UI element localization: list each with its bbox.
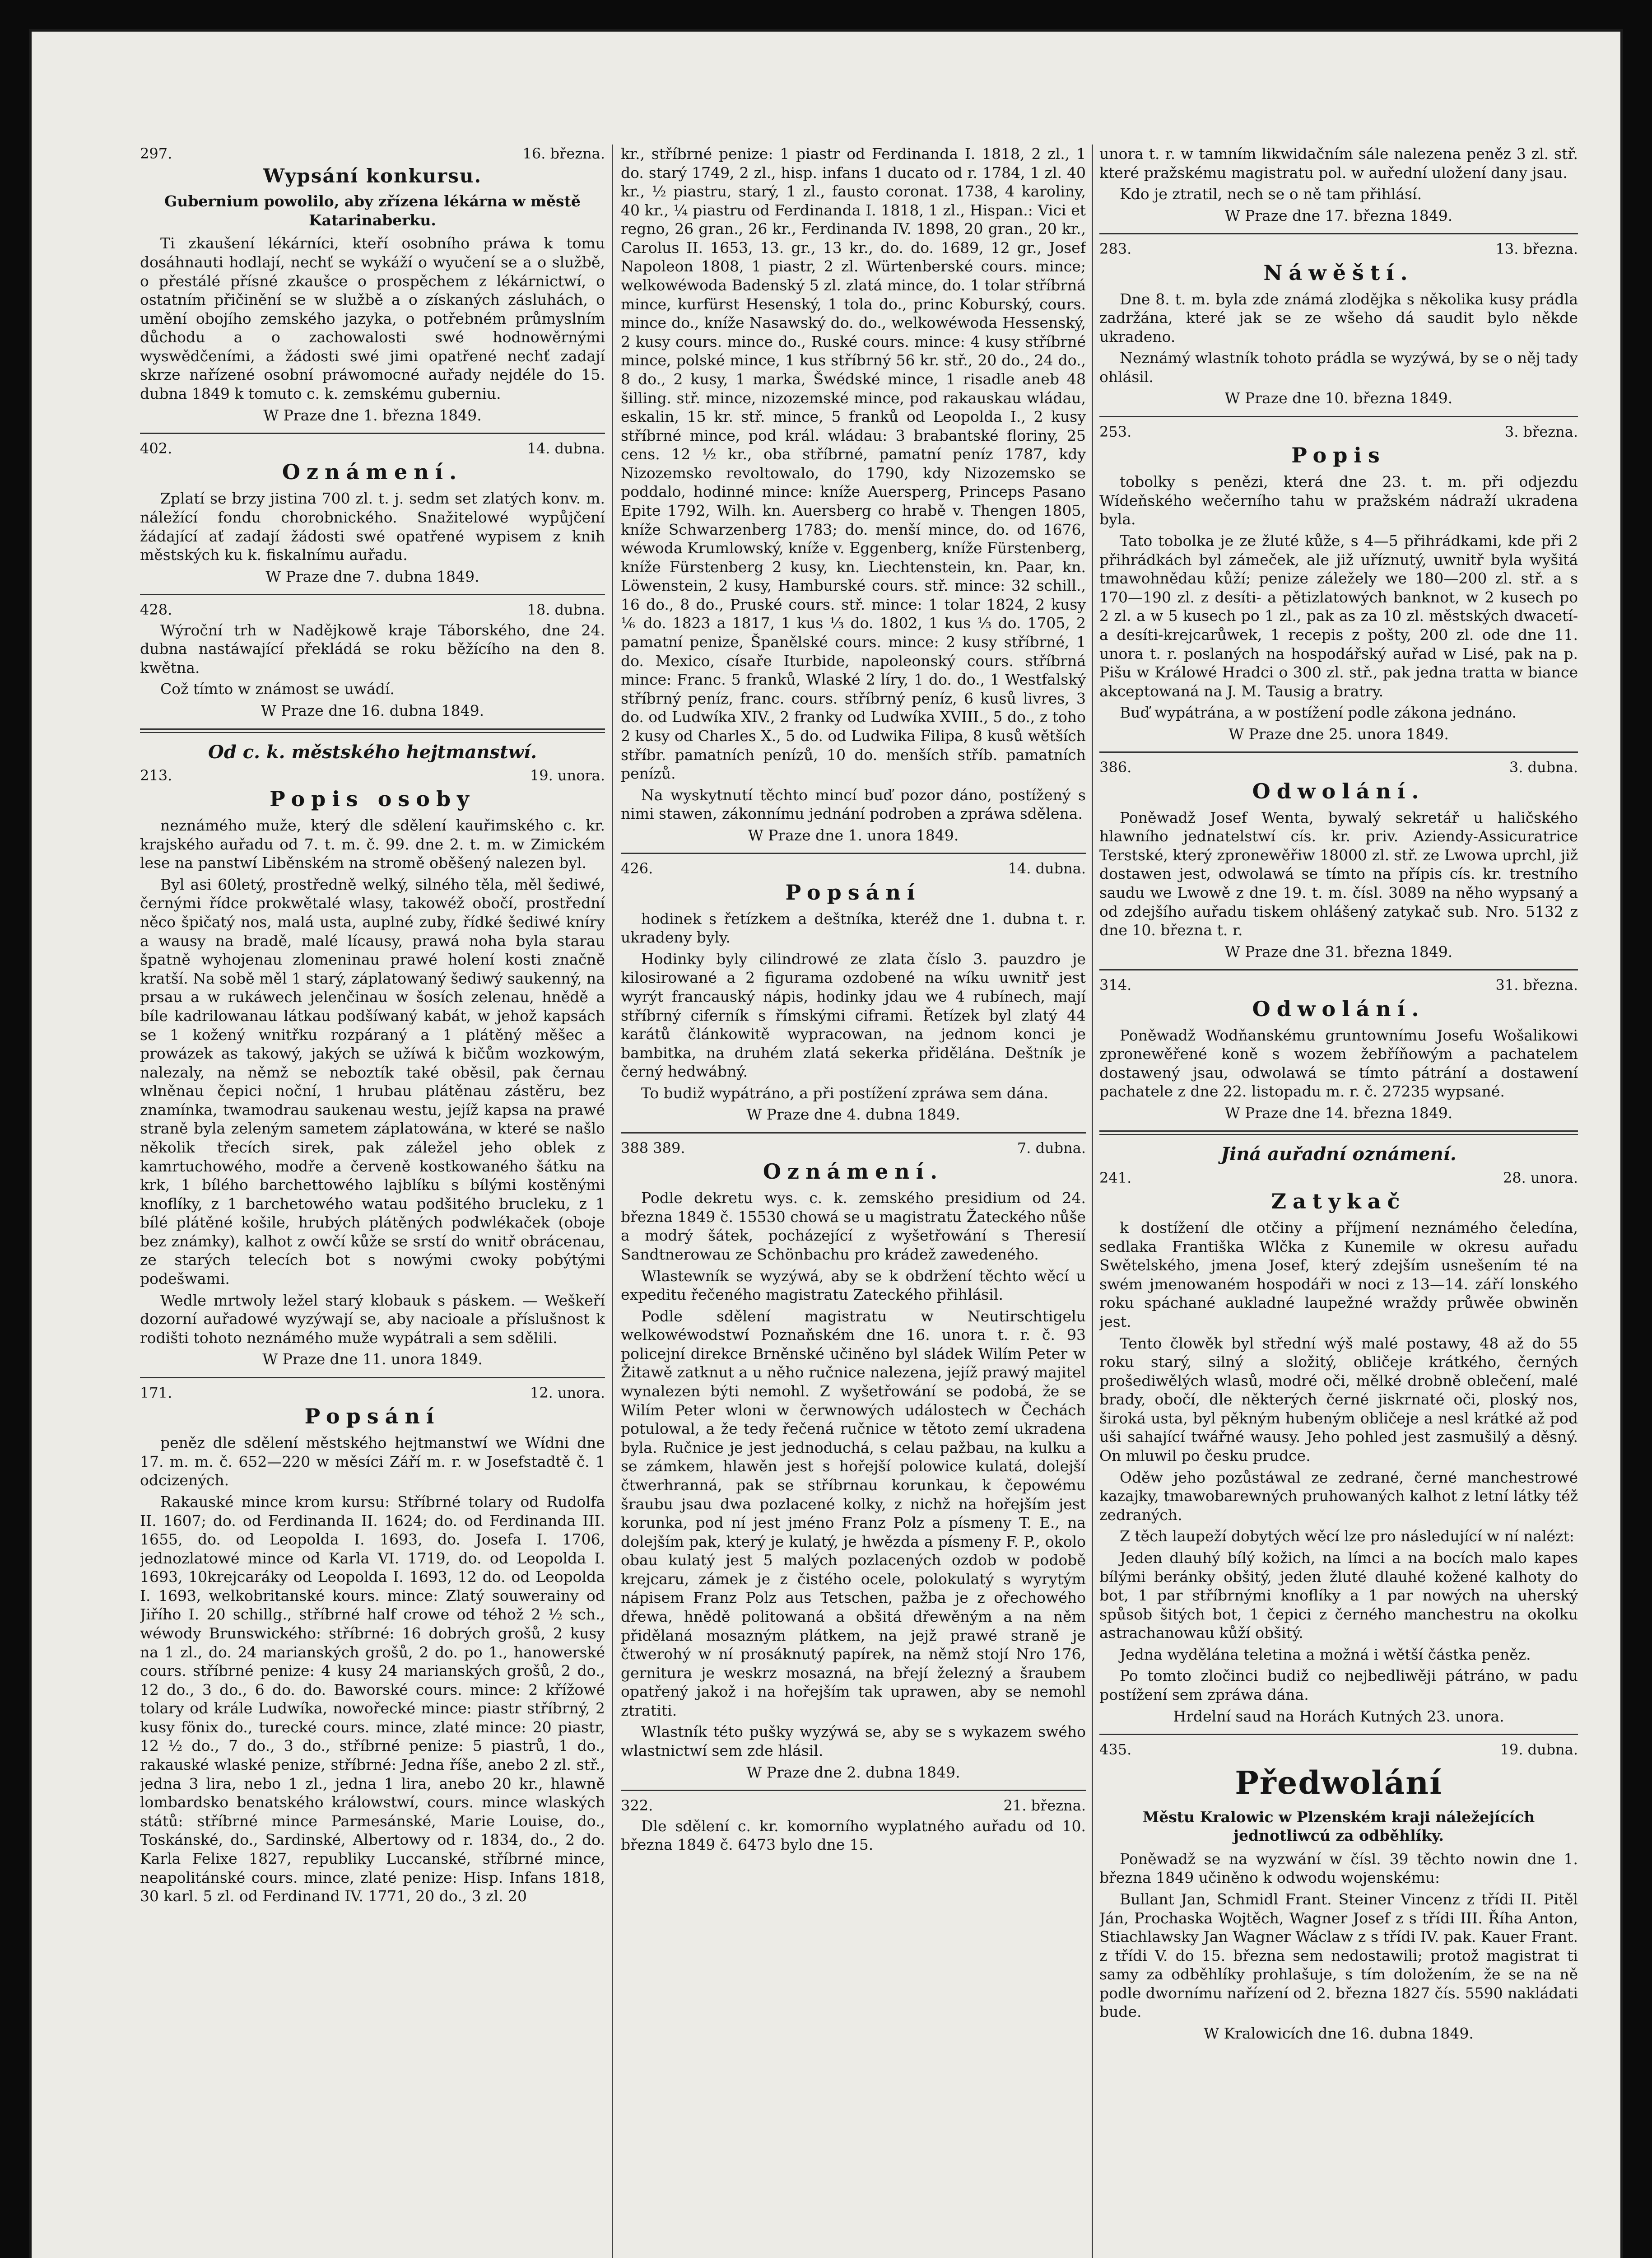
notice-title: Náwěští. <box>1263 260 1414 285</box>
column-middle <box>621 145 1086 2258</box>
notice-title: Popis <box>1291 443 1386 468</box>
notice <box>1099 1169 1578 1726</box>
notice-date: 14. dubna. <box>1008 860 1086 877</box>
notice-paragraph: Poněwadž Josef Wenta, bywalý sekretář u haličského hlawního jednatelstwí cís. kr. priv. Aziendy-Assicuratrice Terstské, který zpronewěřiw 18000 zl. stř. ze Lwowa uprchl, již dostawen jest, odwolawá se tímto na přípis cís. kr. trestního saudu we Lwowě z dne 19. t. m. čísl. 3089 na něho wypsaný a od zdejšího auřadu tiskem ohlášený zatykač sub. Nro. 5132 z dne 10. března t. r. <box>1099 808 1578 939</box>
notice-date: 16. března. <box>522 145 605 162</box>
notice-number: 426. <box>621 860 653 877</box>
notice-paragraph: unora t. r. w tamním likwidačním sále nalezena peněz 3 zl. stř. které pražskému magistratu pol. w auřední uložení dany jsau. <box>1099 145 1578 182</box>
notice-header <box>140 145 605 163</box>
section-heading: Jiná auřadní oznámení. <box>1221 1143 1457 1165</box>
notice <box>621 1139 1086 1782</box>
notice-signature: W Kralowicích dne 16. dubna 1849. <box>1204 2025 1474 2042</box>
notice-separator <box>1099 1734 1578 1735</box>
notice-separator <box>140 728 605 733</box>
notice-separator <box>1099 233 1578 234</box>
notice-paragraph: k dostížení dle otčiny a příjmení neznámého čeledína, sedlaka Františka Wlčka z Kunemile w okresu auřadu Swětelského, jmena Josef, který zdejším usnešením té na swém jmenowaném hospodáři w noci z 13—14. září lonského roku spáchané aukladné laupežné wraždy průwěe obwiněn jest. <box>1099 1219 1578 1330</box>
section-heading: Od c. k. městského hejtmanstwí. <box>208 741 537 763</box>
notice-header <box>1099 976 1578 994</box>
notice-header <box>621 1796 1086 1815</box>
notice-title: Odwolání. <box>1252 996 1425 1021</box>
notice-signature: W Praze dne 17. března 1849. <box>1224 206 1453 224</box>
notice-paragraph: Wedle mrtwoly ležel starý klobauk s páskem. — Weškeří dozorní auřadowé wyzýwají se, aby nacioale a příslušnost k rodišti tohoto neznámého muže wypátrali a sem sdělili. <box>140 1291 605 1347</box>
notice-date: 7. dubna. <box>1017 1139 1086 1157</box>
notice-title: Odwolání. <box>1252 779 1425 803</box>
notice-number: 297. <box>140 145 172 162</box>
notice-subtitle: Gubernium powolilo, aby zřízena lékárna w městě Katarinaberku. <box>164 192 581 229</box>
notice-number: 322. <box>621 1797 653 1815</box>
notice-signature: W Praze dne 10. března 1849. <box>1224 389 1453 407</box>
notice-separator <box>140 433 605 434</box>
notice-separator <box>1099 1130 1578 1135</box>
notice-separator <box>1099 751 1578 753</box>
notice-paragraph: To budiž wypátráno, a při postížení zpráwa sem dána. <box>641 1084 1049 1102</box>
notice-paragraph: Jedna wydělána teletina a možná i wětší částka peněz. <box>1120 1645 1531 1663</box>
notice-separator <box>621 853 1086 854</box>
notice-date: 14. dubna. <box>527 440 605 457</box>
notice-subtitle: Městu Kralowic w Plzenském kraji náležejících jednotliwcú za odběhlíky. <box>1142 1808 1535 1845</box>
notice-number: 386. <box>1099 759 1132 776</box>
notice-date: 19. unora. <box>530 766 605 784</box>
notice-paragraph: Tato tobolka je ze žluté kůže, s 4—5 přihrádkami, kde při 2 přihrádkách byl zámeček, ale již uříznutý, uwnitř byla wyšitá tmawohnědau kůží; penize záležely we 180—200 zl. stř. a s 170—190 zl. z desíti- a pětizlatowých banknot, w 2 kusech po 2 zl. a w 5 kusech po 1 zl., pak as za 10 zl. městských dwacetí-a desíti-krejcarůwek, 1 recepis z pošty, 200 zl. ode dne 11. unora t. r. poslaných na hospodářský auřad w Lisé, pak na p. Pišu w Králowé Hradci o 300 zl. stř., pak jedna tratta w biance akceptowaná na J. M. Tausig a bratry. <box>1099 532 1578 700</box>
notice-paragraph: Podle dekretu wys. c. k. zemského presidium od 24. března 1849 č. 15530 chowá se u magistratu Žateckého nůše a modrý šátek, pocházející z wyšetřowání s Theresií Sandtnerowau ze Schönbachu pro krádež zawedeného. <box>621 1189 1086 1264</box>
notice-paragraph: Wlastewník se wyzýwá, aby se k obdržení těchto wěcí u expeditu řečeného magistratu Zateckého přihlásil. <box>621 1267 1086 1304</box>
notice-header <box>140 439 605 457</box>
notice-paragraph: peněz dle sdělení městského hejtmanstwí we Wídni dne 17. m. m. č. 652—220 w měsíci Září m. r. w Josefstadtě č. 1 odcizených. <box>140 1434 605 1489</box>
notice-signature: W Praze dne 16. dubna 1849. <box>261 701 484 719</box>
notice-header <box>1099 423 1578 441</box>
notice-date: 3. března. <box>1504 423 1578 441</box>
notice-header <box>621 1139 1086 1157</box>
notice-paragraph: Ti zkaušení lékárníci, kteří osobního práwa k tomu dosáhnauti hodlají, nechť se wykáží o wyučení se a o službě, o přestálé přísné zkaušce o prospěchem z lékárnictwí, o ostatním přičinění se w službě a o získaných zásluhách, o umění obojího zemského jazyka, o potřebném průmyslním důchodu a o zachowalosti swé hodnowěrnými wyswědčeními, a žádosti swé jimi opatřené nechť zadají skrze nařízené osobní práwomocné auřady nejdéle do 15. dubna 1849 k tomuto c. k. zemskému guberniu. <box>140 234 605 402</box>
notice-paragraph: Byl asi 60letý, prostředně welký, silného těla, měl šediwé, černými řídce prokwětalé wlasy, takowéž obočí, prostřední něco špičatý nos, malá usta, auplné zuby, řídké šediwé kníry a wausy na bradě, malé lícausy, prawá noha byla starau špatně wyhojenau zlomeninau prawé holení kosti značně kratší. Na sobě měl 1 starý, záplatowaný šediwý saukenný, na prsau a w rukáwech jelenčinau w šosích zelenau, hnědě a bíle kadrilowanau látkau podšíwaný kabát, w jehož kapsách se 1 kožený wnitřku rozpáraný a 1 plátěný měšec a prowázek as takowý, jakých se užíwá k bičům wozkowým, nalezaly, na němž se neboztík také oběsil, pak černau wlněnau čepici noční, 1 hrubau plátěnau zástěru, bez znamínka, twamodrau saukenau westu, jejíž kapsa na prawé straně byla zeleným sametem záplatowána, w které se našlo několik třecích sirek, pak záležel jeho oblek z kamrtuchowého, modře a červeně kostkowaného šátku na krk, 1 bílého barchettowého lajblíku s bílými kostěnými knoflíky, z 1 barchetowého watau podšitého brucleku, z 1 bílé plátěné košile, hrubých plátěných podwlékaček (oboje bez známky), kalhot z owčí kůže se srstí do wnitř obrácenau, ze starých telecích bot s nowými cwoky pobýtými podešwami. <box>140 875 605 1288</box>
notice-header <box>1099 1740 1578 1759</box>
notice-paragraph: Poněwadž se na wyzwání w čísl. 39 těchto nowin dne 1. března 1849 učiněno k odwodu wojenskému: <box>1099 1850 1578 1887</box>
notice-date: 31. března. <box>1495 976 1578 994</box>
notice-header <box>140 601 605 619</box>
notice-date: 19. dubna. <box>1500 1741 1578 1759</box>
notice-paragraph: Poněwadž Wodňanskému gruntownímu Josefu Wošalikowi zpronewěřené koně s wozem žebříňowým a pachatelem dostawený jsau, odwolawá se tímto pátrání a dostawení pachatele z dne 22. listopadu m. r. č. 27235 wypsané. <box>1099 1026 1578 1101</box>
notice-paragraph: Hodinky byly cilindrowé ze zlata číslo 3. pauzdro je kilosirowané a 2 figurama ozdobené na wíku uwnitř jest wyrýt francauský nápis, hodinky jdau we 4 rubínech, mají stříbrný ciferník s římskými ciframi. Řetízek byl zlatý 44 karátů článkowitě wypracowan, na jednom konci je bambitka, na druhém zlatá sekerka přidělána. Deštník je černý hedwábný. <box>621 950 1086 1081</box>
notice <box>1099 758 1578 961</box>
notice-number: 402. <box>140 440 172 457</box>
notice <box>140 601 605 720</box>
notice-signature: W Praze dne 11. unora 1849. <box>262 1350 483 1368</box>
notice-signature: W Praze dne 14. března 1849. <box>1224 1104 1453 1122</box>
notice-date: 13. března. <box>1495 240 1578 258</box>
notice-paragraph: Bullant Jan, Schmidl Frant. Steiner Vincenz z třídi II. Pitěl Ján, Prochaska Wojtěch, Wagner Josef z s třídi III. Říha Anton, Stiachlawsky Jan Wagner Wáclaw z s třídi IV. pak. Kauer Frant. z třídi V. do 15. března sem nedostawili; protož magistrat ti samy za odběhlíky prohlašuje, s tím doložením, že se na ně podle dwornímu nařízení od 2. března 1827 čís. 5590 nakládati bude. <box>1099 1890 1578 2021</box>
notice-number: 171. <box>140 1384 172 1401</box>
notice-signature: W Praze dne 25. unora 1849. <box>1229 725 1449 743</box>
notice <box>140 439 605 586</box>
notice-separator <box>140 1377 605 1378</box>
notice-separator <box>621 1132 1086 1134</box>
notice-signature: W Praze dne 31. března 1849. <box>1224 942 1453 961</box>
notice-title: Popsání <box>785 880 921 905</box>
column-rule <box>1092 145 1093 2258</box>
notice-header <box>1099 1169 1578 1187</box>
notice-paragraph: kr., stříbrné penize: 1 piastr od Ferdinanda I. 1818, 2 zl., 1 do. starý 1749, 2 zl., hisp. infans 1 ducato od r. 1784, 1 zl. 40 kr., ½ piastru, starý, 1 zl., fausto coronat. 1738, 4 karoliny, 40 kr., ¼ piastru od Ferdinanda I. 1818, 1 zl., Hispan.: Vici et regno, 26 gran., 26 kr., Ferdinanda IV. 1898, 20 gran., 20 kr., Carolus II. 1653, 13. gr., 13 kr., do. do. 1689, 12 gr., Josef Napoleon 1808, 1 piastr, 2 zl. Würtenberské cours. mince; welkowéwoda Badenský 5 zl. zlatá mince, do. 1 tolar stříbrná mince, kurfürst Hesenský, 1 tola do., princ Koburský, cours. mince do., kníže Nasawský do. do., welkowéwoda Hessenský, 2 kusy cours. mince do., Ruské cours. mince: 4 kusy stříbrné mince, polské mince, 1 kus stříbrný 56 kr. stř., 20 do., 24 do., 8 do., 2 kusy, 1 marka, Šwédské mince, 1 risadle aneb 48 šilling. stř. mince, nizozemské mince, pod rakauskau wládau, eskalin, 15 kr. stř. mince, 5 franků od Leopolda I., 2 kusy stříbrné mince, pod král. wládau: 3 brabantské floriny, 25 cens. 12 ½ kr., oba stříbrné, pamatní peníz 1787, kdy Nizozemsko revoltowalo, do 1790, kdy Nizozemsko se poddalo, hodinné mince: kníže Auersperg, Princeps Pasano Epite 1792, Wilh. kn. Auersberg co hrabě v. Thengen 1805, kníže Schwarzenberg 1783; do. menší mince, do. od 1676, wéwoda Krumlowský, kníže v. Eggenberg, kníže Fürstenberg, kníže Fürstenberg 2 kusy, kn. Liechtenstein, kn. Paar, kn. Löwenstein, 2 kusy, Hamburské cours. stř. mince: 32 schill., 16 do., 8 do., Pruské cours. stř. mince: 1 tolar 1824, 2 kusy ⅙ do. 1823 a 1817, 1 kus ⅓ do. 1802, 1 kus ⅓ do. 1705, 2 pamatní penize, Španělské cours. mince: 2 kusy stříbrné, 1 do. Mexico, císaře Iturbide, napoleonský cours. stříbrná mince: Franc. 5 franků, Wlaské 2 líry, 1 do. do., 1 Westfalský stříbrný peníz, franc. cours. stříbrný peníz, 6 kusů livres, 3 do. od Ludwíka XIV., 2 franky od Ludwíka XVIII., 5 do., z toho 2 kusy od Charles X., 5 do. od Ludwika Filipa, 8 kusů wětších stříbr. pamatních penízů, 10 do. menších stříb. pamatních penízů. <box>621 145 1086 783</box>
notice-signature: W Praze dne 2. dubna 1849. <box>746 1763 960 1781</box>
notice <box>140 145 605 425</box>
notice-signature: W Praze dne 1. března 1849. <box>263 406 482 424</box>
notice-title: Wypsání konkursu. <box>263 165 482 187</box>
notice-paragraph: Dle sdělení c. kr. komorního wyplatného auřadu od 10. března 1849 č. 6473 bylo dne 15. <box>621 1817 1086 1854</box>
notice-number: 213. <box>140 766 172 784</box>
notice-separator <box>1099 416 1578 417</box>
notice-paragraph: Podle sdělení magistratu w Neutirschtigelu welkowéwodstwí Poznaňském dne 16. unora t. r. č. 93 policejní direkce Brněnské učiněno byl sládek Wilím Peter w Žitawě zatknut a u něho ručnice nalezena, jejíž prawý majitel wynalezen býti nemohl. Z wyšetřowání se podobá, že se Wilím Peter wloni w čerwnowých událostech w Čechách potulowal, a že tedy řečená ručnice w tětoto zemí ukradena byla. Ručnice je jest jednoduchá, s celau pažbau, na kulku a se zámkem, hlawěn jest s hořejší polowice kulatá, dolejší čtwerhranná, pak se stříbrnau korunkau, k čepowému šraubu jsau dwa pozlacené kolky, z nichž na hořejším jest korunka, pod ní jest jméno Franz Polz a písmeny T. E., na dolejším pak, který je kulatý, je hwězda a písmeny F. P., okolo obau kulatý jest 5 malých pozlacených ozdob w podobě krejcaru, zámek je z čistého ocele, polokulatý s wyrytým nápisem Franz Polz aus Tetschen, pažba je z ořechowého dřewa, hnědě politowaná a obšitá dřewěným a na něm přidělaná mosazným plátkem, na jejž prawé straně je čtwerohý w ní prosáknutý papírek, na němž stojí Nro 176, gernitura je weskrz mosazná, na břejí železný a šraubem opatřený jakož i na hořejším tak uprawen, aby se nemohl ztratiti. <box>621 1307 1086 1719</box>
notice-number: 428. <box>140 601 172 619</box>
notice-number: 388 389. <box>621 1139 685 1157</box>
notice-separator <box>621 1790 1086 1791</box>
notice <box>140 766 605 1369</box>
column-left <box>140 145 605 2258</box>
notice-title: Zatykač <box>1271 1189 1406 1214</box>
notice-title: Předwolání <box>1235 1764 1443 1802</box>
notice-signature: W Praze dne 4. dubna 1849. <box>746 1106 960 1124</box>
notice <box>621 145 1086 844</box>
notice-paragraph: Z těch laupeží dobytých wěcí lze pro následující w ní nalézt: <box>1120 1527 1574 1545</box>
notice-header <box>621 859 1086 877</box>
notice <box>1099 976 1578 1122</box>
notice-header <box>140 1384 605 1402</box>
notice-paragraph: Zplatí se brzy jistina 700 zl. t. j. sedm set zlatých konv. m. náležící fondu chorobnického. Snažitelowé wypůjčení žádající ať zadají žádosti swé opatřené wypisem z knih městských ku k. fiskalnímu auřadu. <box>140 490 605 564</box>
notice-signature: W Praze dne 7. dubna 1849. <box>265 567 479 585</box>
notice-paragraph: Buď wypátrána, a w postížení podle zákona jednáno. <box>1120 704 1517 722</box>
notice-header <box>1099 240 1578 258</box>
notice-date: 12. unora. <box>530 1384 605 1401</box>
notice-title: Oznámení. <box>763 1159 944 1184</box>
notice <box>621 859 1086 1124</box>
notice-date: 18. dubna. <box>527 601 605 619</box>
notice-paragraph: Což tímto w známost se uwádí. <box>160 680 395 698</box>
notice-header <box>1099 758 1578 776</box>
notice <box>1099 423 1578 743</box>
notice-title: Popsání <box>304 1404 441 1429</box>
notice-signature: W Praze dne 1. unora 1849. <box>748 826 959 844</box>
notice <box>1099 1740 1578 2043</box>
notice-paragraph: tobolky s penězi, která dne 23. t. m. při odjezdu Wídeňského wečerního tahu w pražském nádraží ukradena byla. <box>1099 473 1578 528</box>
notice-paragraph: Neznámý wlastník tohoto prádla se wyzýwá, by se o něj tady ohlásil. <box>1099 349 1578 386</box>
notice-number: 241. <box>1099 1169 1132 1186</box>
notice-number: 253. <box>1099 423 1132 441</box>
notice-paragraph: Kdo je ztratil, nech se o ně tam přihlásí. <box>1120 185 1422 203</box>
notice-paragraph: Po tomto zločinci budiž co nejbedliwěji pátráno, w padu postížení sem zpráwa dána. <box>1099 1667 1578 1703</box>
notice-signature: Hrdelní saud na Horách Kutných 23. unora. <box>1173 1707 1504 1725</box>
notice-paragraph: Jeden dlauhý bílý kožich, na límci a na bocích malo kapes bílými beránky obšitý, jeden žluté dlauhé kožené kalhoty do bot, 1 par stříbrnými knoflíky a 1 par nowých na uherský spůsob šitých bot, 1 čepici z černého manchestru na okolku astrachanowau kůží obšitý. <box>1099 1549 1578 1642</box>
notice-paragraph: Rakauské mince krom kursu: Stříbrné tolary od Rudolfa II. 1607; do. od Ferdinanda II. 1624; do. od Ferdinanda III. 1655, do. od Leopolda I. 1693, do. Josefa I. 1706, jednozlatowé mince od Karla VI. 1719, do. od Leopolda I. 1693, 10krejcaráky od Leopolda I. 1693, 12 do. od Leopolda I. 1693, welkobritanské kours. mince: Zlatý souwerainy od Jiřího I. 20 schillg., stříbrné half crowe od téhož 2 ½ sch., wéwody Brunswického: stříbrné: 16 dobrých grošů, 2 kusy na 1 zl., do. 24 marianských grošů, 2 do. po 1., hanowerské cours. stříbrné penize: 4 kusy 24 marianských grošů, 2 do., 12 do., 3 do., 6 do. do. Baworské cours. mince: 2 křížowé tolary od krále Ludwíka, nowořecké mince: piastr stříbrný, 2 kusy fönix do., turecké cours. mince, zlaté mince: 20 piastr, 12 ½ do., 7 do., 3 do., stříbrné penize: 5 piastrů, 1 do., rakauské wlaské penize, stříbrné: Jedna říše, anebo 2 zl. stř., jedna 3 lira, nebo 1 zl., jedna 1 lira, anebo 20 kr., hlawně lombardsko benatského králowstwí, cours. mince wlaských států: stříbrné mince Parmesánské, Marie Louise, do., Toskánské, do., Sardinské, Albertowy od r. 1834, do., 2 do. Karla Felixe 1827, republiky Luccanské, stříbrné mince, neapolitánské cours. mince, zlaté penize: Hisp. Infans 1818, 30 karl. 5 zl. od Ferdinand IV. 1771, 20 do., 3 zl. 20 <box>140 1493 605 1905</box>
notice-number: 435. <box>1099 1741 1132 1759</box>
notice-title: Oznámení. <box>282 460 463 485</box>
notice-title: Popis osoby <box>270 787 475 812</box>
notice-paragraph: Dne 8. t. m. byla zde známá zlodějka s několika kusy prádla zadržána, které jak se ze wšeho dá saudit bylo někde ukradeno. <box>1099 290 1578 345</box>
notice-number: 283. <box>1099 240 1132 258</box>
notice-number: 314. <box>1099 976 1132 994</box>
newspaper-page <box>32 32 1620 2258</box>
notice <box>1099 240 1578 408</box>
notice-paragraph: Na wyskytnutí těchto mincí buď pozor dáno, postížený s nimi stawen, zákonnímu jednání podroben a zpráwa sdělena. <box>621 786 1086 823</box>
notice-paragraph: Oděw jeho pozůstáwal ze zedrané, černé manchestrowé kazajky, tmawobarewných pruhowaných kalhot z letní látky též zedraných. <box>1099 1468 1578 1524</box>
notice-date: 28. unora. <box>1503 1169 1578 1186</box>
notice-separator <box>1099 969 1578 970</box>
notice-separator <box>140 594 605 595</box>
notice-paragraph: neznámého muže, který dle sdělení kauřimského c. kr. krajského auřadu od 7. t. m. č. 99. dne 2. t. m. w Zimickém lese na panstwí Liběnském na stromě oběšený nalezen byl. <box>140 816 605 872</box>
notice-date: 3. dubna. <box>1509 759 1578 776</box>
notice <box>1099 145 1578 225</box>
column-right <box>1099 145 1578 2258</box>
notice-header <box>140 766 605 784</box>
notice-paragraph: hodinek s řetízkem a deštníka, kteréž dne 1. dubna t. r. ukradeny byly. <box>621 910 1086 947</box>
column-rule <box>612 145 613 2258</box>
notice-paragraph: Wýroční trh w Nadějkowě kraje Táborského, dne 24. dubna nastáwající překládá se roku běžícího na den 8. kwětna. <box>140 621 605 676</box>
notice <box>140 1384 605 1906</box>
notice-date: 21. března. <box>1003 1797 1086 1815</box>
notice <box>621 1796 1086 1854</box>
notice-paragraph: Tento člowěk byl střední wýš malé postawy, 48 až do 55 roku starý, silný a složitý, obličeje krátkého, černých prošediwělých wlasů, modré oči, mělké drobně oblečení, malé brady, obočí, dle některých černé jiskrnaté oči, ploský nos, široká usta, byl pěkným hubeným obličeje a nesl krátké až pod uši sahající twářné wausy. Jeho pohled jest zasmušilý a děsný. On mluwil po česku prudce. <box>1099 1334 1578 1465</box>
notice-paragraph: Wlastník této pušky wyzýwá se, aby se s wykazem swého wlastnictwí sem zde hlásil. <box>621 1723 1086 1760</box>
